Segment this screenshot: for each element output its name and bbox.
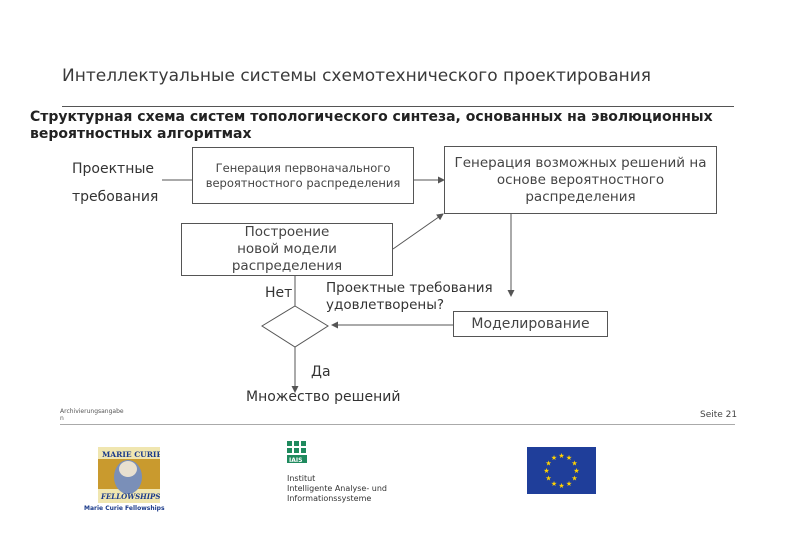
eu-star-icon: ★	[571, 459, 578, 468]
input-label-line1: Проектные	[72, 161, 155, 177]
eu-star-icon: ★	[550, 454, 558, 463]
label-no: Нет	[265, 285, 293, 301]
institute-line2: Intelligente Analyse- und	[287, 484, 387, 493]
label-yes: Да	[311, 364, 331, 380]
institute-name	[287, 474, 387, 504]
svg-text:IAIS: IAIS	[289, 457, 303, 463]
eu-star-icon: ★	[550, 479, 558, 488]
eu-star-icon: ★	[545, 459, 552, 468]
box-new-model-text: Построение новой модели распределения	[231, 224, 343, 274]
eu-star-icon: ★	[558, 482, 565, 490]
box-generation-solutions-text: Генерация возможных решений на основе вероятностного распределения	[454, 154, 707, 205]
box-modeling-text: Моделирование	[471, 316, 590, 332]
footer-note: Archivierungsangabe n	[60, 408, 124, 422]
box-generation-initial-text: Генерация первоначального вероятностного распределения	[205, 160, 401, 190]
eu-flag	[527, 447, 596, 494]
eu-star-icon: ★	[565, 479, 573, 488]
marie-curie-caption: Marie Curie Fellowships	[84, 505, 165, 512]
page-number: Seite 21	[700, 410, 738, 420]
institute-line1: Institut	[287, 474, 316, 483]
eu-star-icon: ★	[573, 467, 580, 475]
box-modeling	[453, 311, 608, 337]
box-generation-initial	[192, 147, 414, 204]
input-label-line2: требования	[72, 189, 159, 205]
institute-line3: Informationssysteme	[287, 494, 372, 503]
svg-text:FELLOWSHIPS: FELLOWSHIPS	[101, 492, 160, 501]
marie-curie-logo	[98, 447, 160, 503]
output-label: Множество решений	[246, 389, 401, 405]
eu-star-icon: ★	[545, 474, 552, 483]
eu-star-icon: ★	[558, 452, 565, 460]
arrow-model-to-generation	[393, 214, 443, 249]
footer-divider	[60, 424, 735, 425]
decision-question: Проектные требования удовлетворены?	[326, 280, 493, 313]
box-new-model	[181, 223, 393, 276]
box-generation-solutions	[444, 146, 717, 214]
iais-logo	[287, 441, 307, 463]
decision-diamond	[262, 306, 328, 347]
eu-star-icon: ★	[543, 467, 550, 475]
svg-text:MARIE CURIE: MARIE CURIE	[102, 450, 160, 459]
eu-star-icon: ★	[565, 454, 573, 463]
slide-title: Интеллектуальные системы схемотехнического проектирования	[62, 66, 652, 86]
slide-subtitle: Структурная схема систем топологического синтеза, основанных на эволюционных вероятностных алгоритмах	[30, 109, 713, 142]
eu-star-icon: ★	[571, 474, 578, 483]
